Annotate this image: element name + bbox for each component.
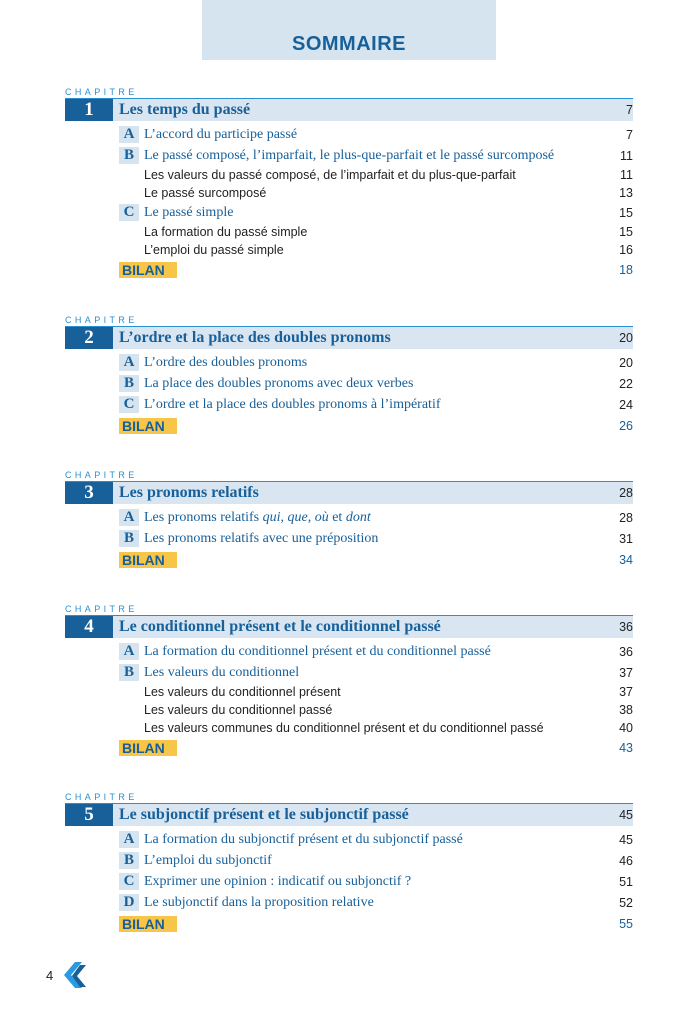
page-number: 7 — [626, 103, 633, 117]
subsection-title: L’emploi du passé simple — [144, 243, 284, 257]
chapter-5 — [65, 791, 633, 934]
page-number: 28 — [619, 486, 633, 500]
chapter-number: 4 — [65, 616, 113, 638]
section-item[interactable] — [65, 641, 633, 662]
chapter-label: CHAPITRE — [65, 792, 138, 802]
bilan-item[interactable] — [65, 415, 633, 436]
bilan-label: BILAN — [119, 262, 177, 278]
subsection-item[interactable] — [65, 166, 633, 184]
page-number: 20 — [619, 331, 633, 345]
subsection-item[interactable] — [65, 683, 633, 701]
chapter-title: Les pronoms relatifs — [119, 484, 259, 501]
section-letter: B — [119, 147, 139, 164]
page-number: 11 — [620, 148, 633, 163]
section-title: Les valeurs du conditionnel — [144, 664, 300, 680]
page-number: 7 — [626, 127, 633, 142]
section-letter: C — [119, 204, 139, 221]
bilan-item[interactable] — [65, 737, 633, 758]
page-number: 46 — [619, 853, 633, 868]
chapter-number: 2 — [65, 327, 113, 349]
page-number: 13 — [619, 186, 633, 200]
chapter-header[interactable] — [65, 98, 633, 121]
subsection-item[interactable] — [65, 701, 633, 719]
subsection-item[interactable] — [65, 223, 633, 241]
footer — [46, 962, 87, 988]
subsection-title: Les valeurs du conditionnel présent — [144, 685, 341, 699]
section-title: Exprimer une opinion : indicatif ou subjonctif ? — [144, 873, 412, 889]
subsection-title: Les valeurs communes du conditionnel présent et du conditionnel passé — [144, 721, 544, 735]
chapter-label: CHAPITRE — [65, 604, 138, 614]
page-title: SOMMAIRE — [292, 33, 406, 55]
section-title: Le passé simple — [144, 204, 234, 220]
section-item[interactable] — [65, 394, 633, 415]
section-title: L’accord du participe passé — [144, 126, 298, 142]
section-item[interactable] — [65, 352, 633, 373]
section-letter: D — [119, 894, 139, 911]
subsection-item[interactable] — [65, 719, 633, 737]
title-part: et — [328, 509, 346, 525]
title-italic: qui, que, où — [262, 509, 329, 525]
chapter-items — [65, 121, 633, 280]
chapter-number: 5 — [65, 804, 113, 826]
page-number: 45 — [619, 832, 633, 847]
section-letter: B — [119, 375, 139, 392]
subsection-title: La formation du passé simple — [144, 225, 308, 239]
page-number: 18 — [619, 262, 633, 277]
bilan-label: BILAN — [119, 552, 177, 568]
page-number: 15 — [619, 225, 633, 239]
chapter-number: 3 — [65, 482, 113, 504]
subsection-item[interactable] — [65, 184, 633, 202]
bilan-label: BILAN — [119, 916, 177, 932]
page-number: 36 — [619, 644, 633, 659]
section-title: Le passé composé, l’imparfait, le plus-que-parfait et le passé surcomposé — [144, 147, 555, 163]
chapter-title: Le conditionnel présent et le conditionnel passé — [119, 618, 441, 635]
section-letter: A — [119, 509, 139, 526]
chapter-items — [65, 638, 633, 758]
section-item[interactable] — [65, 507, 633, 528]
chapter-header[interactable] — [65, 481, 633, 504]
bilan-item[interactable] — [65, 549, 633, 570]
page-number: 20 — [619, 355, 633, 370]
section-letter: A — [119, 831, 139, 848]
section-title: La formation du conditionnel présent et du conditionnel passé — [144, 643, 491, 659]
chapter-1 — [65, 86, 633, 280]
section-item[interactable] — [65, 829, 633, 850]
page-number: 16 — [619, 243, 633, 257]
page-number: 15 — [619, 205, 633, 220]
section-item[interactable] — [65, 145, 633, 166]
page-number: 51 — [619, 874, 633, 889]
chapter-title: L’ordre et la place des doubles pronoms — [119, 329, 391, 346]
chapter-number: 1 — [65, 99, 113, 121]
page-number: 38 — [619, 703, 633, 717]
chapter-3 — [65, 469, 633, 570]
section-letter: B — [119, 664, 139, 681]
page-number: 37 — [619, 665, 633, 680]
chapter-label: CHAPITRE — [65, 315, 138, 325]
section-item[interactable] — [65, 124, 633, 145]
page-number: 36 — [619, 620, 633, 634]
double-chevron-left-icon[interactable] — [63, 962, 87, 988]
section-title: La place des doubles pronoms avec deux verbes — [144, 375, 414, 391]
chapter-header[interactable] — [65, 803, 633, 826]
section-item[interactable] — [65, 871, 633, 892]
page-number: 11 — [620, 168, 633, 182]
page-number: 28 — [619, 510, 633, 525]
page-number: 34 — [619, 552, 633, 567]
chapter-4 — [65, 603, 633, 758]
title-box — [202, 0, 496, 60]
title-part: Les pronoms relatifs — [144, 509, 263, 525]
page-number: 52 — [619, 895, 633, 910]
section-item[interactable] — [65, 528, 633, 549]
section-title: L’emploi du subjonctif — [144, 852, 272, 868]
subsection-title: Le passé surcomposé — [144, 186, 267, 200]
title-italic: dont — [345, 509, 371, 525]
page-number: 4 — [46, 967, 54, 983]
bilan-label: BILAN — [119, 740, 177, 756]
chapter-label: CHAPITRE — [65, 87, 138, 97]
page-number: 22 — [619, 376, 633, 391]
bilan-item[interactable] — [65, 913, 633, 934]
section-letter: C — [119, 873, 139, 890]
section-title: L’ordre des doubles pronoms — [144, 354, 308, 370]
chapter-title: Le subjonctif présent et le subjonctif passé — [119, 806, 409, 823]
section-item[interactable] — [65, 892, 633, 913]
section-title — [144, 510, 603, 526]
page-number: 43 — [619, 740, 633, 755]
section-letter: B — [119, 530, 139, 547]
page-number: 45 — [619, 808, 633, 822]
section-letter: A — [119, 643, 139, 660]
chapter-items — [65, 826, 633, 934]
section-title: Les pronoms relatifs avec une préposition — [144, 530, 379, 546]
chapter-title: Les temps du passé — [119, 101, 251, 118]
bilan-item[interactable] — [65, 259, 633, 280]
section-item[interactable] — [65, 850, 633, 871]
page-number: 37 — [619, 685, 633, 699]
section-letter: A — [119, 354, 139, 371]
page-number: 40 — [619, 721, 633, 735]
chapter-header[interactable] — [65, 615, 633, 638]
subsection-item[interactable] — [65, 241, 633, 259]
section-item[interactable] — [65, 373, 633, 394]
section-title: Le subjonctif dans la proposition relative — [144, 894, 374, 910]
section-item[interactable] — [65, 662, 633, 683]
section-title: La formation du subjonctif présent et du subjonctif passé — [144, 831, 463, 847]
chapter-label: CHAPITRE — [65, 470, 138, 480]
chapter-items — [65, 504, 633, 570]
subsection-title: Les valeurs du conditionnel passé — [144, 703, 333, 717]
section-title: L’ordre et la place des doubles pronoms à l’impératif — [144, 396, 441, 412]
page-number: 24 — [619, 397, 633, 412]
subsection-title: Les valeurs du passé composé, de l’imparfait et du plus-que-parfait — [144, 168, 516, 182]
section-letter: A — [119, 126, 139, 143]
chapter-header[interactable] — [65, 326, 633, 349]
page-number: 31 — [619, 531, 633, 546]
section-letter: C — [119, 396, 139, 413]
chapter-2 — [65, 314, 633, 436]
chapter-items — [65, 349, 633, 436]
page-number: 55 — [619, 916, 633, 931]
bilan-label: BILAN — [119, 418, 177, 434]
section-letter: B — [119, 852, 139, 869]
section-item[interactable] — [65, 202, 633, 223]
page-number: 26 — [619, 418, 633, 433]
